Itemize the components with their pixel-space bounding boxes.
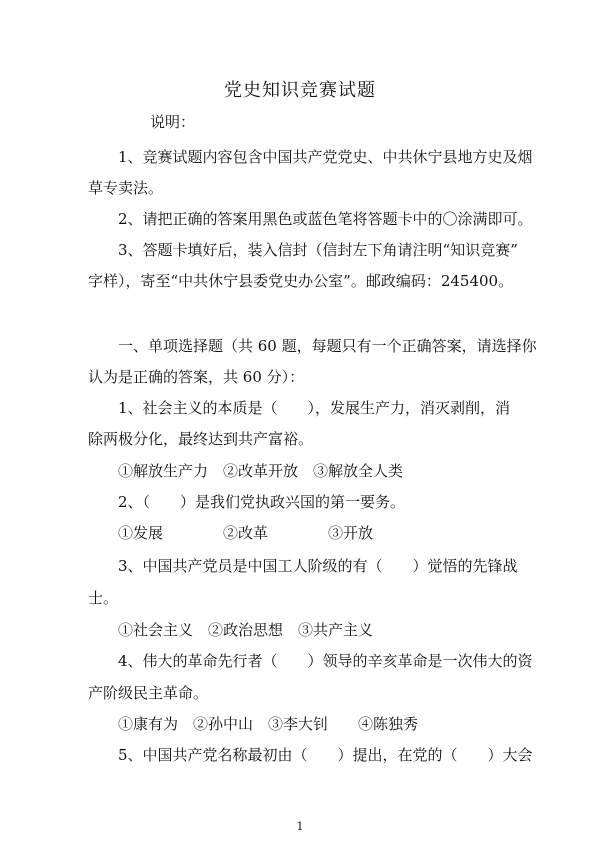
section-heading: 一、单项选择题（共 60 题，每题只有一个正确答案，请选择你 xyxy=(118,337,537,355)
instruction-item-1-cont: 草专卖法。 xyxy=(88,179,164,197)
instruction-item-2: 2、请把正确的答案用黑色或蓝色笔将答题卡中的〇涂满即可。 xyxy=(118,210,533,228)
question-1: 1、社会主义的本质是（ ），发展生产力，消灭剥削，消 xyxy=(118,399,511,417)
question-1-cont: 除两极分化，最终达到共产富裕。 xyxy=(88,430,314,448)
question-3-cont: 士。 xyxy=(88,589,119,607)
question-3: 3、中国共产党员是中国工人阶级的有（ ）觉悟的先锋战 xyxy=(118,557,518,575)
question-2: 2、（ ）是我们党执政兴国的第一要务。 xyxy=(118,493,406,511)
instructions-heading: 说明： xyxy=(150,113,196,131)
page-number: 1 xyxy=(296,820,304,833)
question-3-options: ①社会主义 ②政治思想 ③共产主义 xyxy=(118,621,374,639)
page-title: 党史知识竞赛试题 xyxy=(224,80,376,101)
instruction-item-1: 1、竞赛试题内容包含中国共产党党史、中共休宁县地方史及烟 xyxy=(118,148,533,166)
instruction-item-3-cont: 字样），寄至“中共休宁县委党史办公室”。邮政编码：245400。 xyxy=(88,272,514,290)
question-5: 5、中国共产党名称最初由（ ）提出，在党的（ ）大会 xyxy=(118,746,533,764)
question-2-options: ①发展 ②改革 ③开放 xyxy=(118,524,374,542)
instruction-item-3: 3、答题卡填好后，装入信封（信封左下角请注明“知识竞赛” xyxy=(118,241,518,259)
question-4: 4、伟大的革命先行者（ ）领导的辛亥革命是一次伟大的资 xyxy=(118,652,533,670)
section-heading-cont: 认为是正确的答案，共 60 分）： xyxy=(88,368,305,386)
question-4-cont: 产阶级民主革命。 xyxy=(88,684,209,702)
question-1-options: ①解放生产力 ②改革开放 ③解放全人类 xyxy=(118,462,404,480)
question-4-options: ①康有为 ②孙中山 ③李大钊 ④陈独秀 xyxy=(118,715,419,733)
